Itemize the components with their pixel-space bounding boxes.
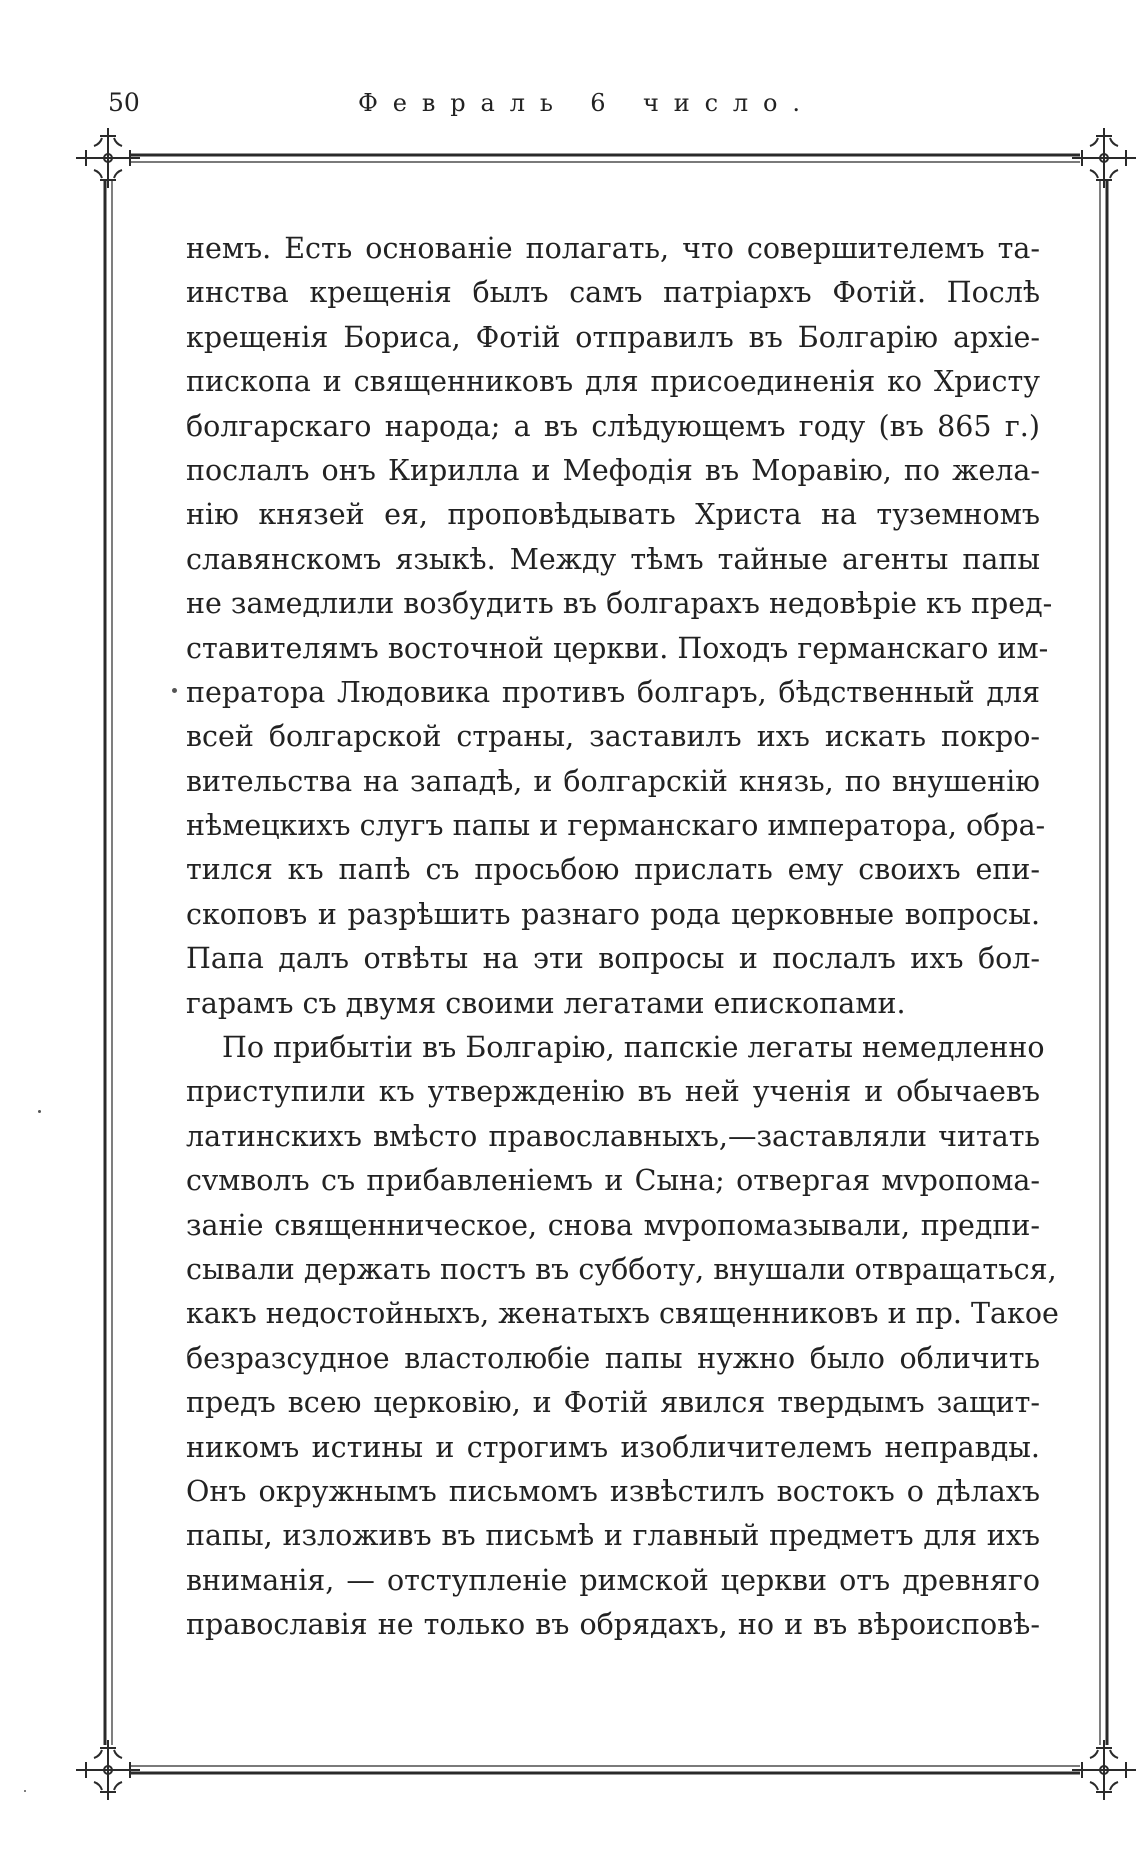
text-line: нѣмецкихъ слугъ папы и германскаго императора, обра-: [186, 809, 1046, 843]
text-line: По прибытiи въ Болгарiю, папскiе легаты немедленно: [222, 1031, 1045, 1065]
text-line: вниманiя, — отступленiе римской церкви отъ древняго: [186, 1563, 1040, 1597]
text-line: не замедлили возбудить въ болгарахъ недовѣрiе къ пред-: [186, 587, 1053, 621]
body-text: [186, 227, 1059, 1648]
text-line: какъ недостойныхъ, женатыхъ священниковъ и пр. Такое: [186, 1297, 1059, 1331]
text-line: скоповъ и разрѣшить разнаго рода церковные вопросы.: [186, 897, 1040, 931]
cross-flourish-icon: [76, 128, 140, 188]
text-line: болгарскаго народа; а въ слѣдующемъ году (въ 865 г.): [186, 409, 1040, 443]
cross-flourish-icon: [1072, 128, 1136, 188]
cross-flourish-icon: [76, 1740, 140, 1800]
page-number: 50: [108, 88, 140, 117]
text-line: славянскомъ языкѣ. Между тѣмъ тайные агенты папы: [186, 542, 1040, 576]
text-line: латинскихъ вмѣсто православныхъ,—заставляли читать: [186, 1119, 1040, 1153]
text-line: занiе священническое, снова мvропомазывали, предпи-: [186, 1208, 1040, 1242]
text-line: немъ. Есть основанiе полагать, что совершителемъ та-: [186, 232, 1040, 265]
text-line: сывали держать постъ въ субботу, внушали отвращаться,: [186, 1252, 1057, 1286]
text-line: гарамъ съ двумя своими легатами епископами.: [186, 986, 906, 1020]
paragraph-1: [186, 227, 1053, 1026]
text-line: безразсудное властолюбiе папы нужно было обличить: [186, 1341, 1040, 1375]
text-line: никомъ истины и строгимъ изобличителемъ неправды.: [186, 1430, 1040, 1464]
text-line: пископа и священниковъ для присоединенiя ко Христу: [186, 365, 1040, 399]
scan-speck: [38, 1110, 41, 1113]
text-line: папы, изложивъ въ письмѣ и главный предметъ для ихъ: [186, 1519, 1040, 1553]
text-line: предъ всею церковiю, и Фотiй явился твердымъ защит-: [186, 1386, 1040, 1420]
text-line: православiя не только въ обрядахъ, но и въ вѣроисповѣ-: [186, 1608, 1040, 1642]
text-line: всей болгарской страны, заставилъ ихъ искать покро-: [186, 720, 1040, 754]
text-line: сvмволъ съ прибавленiемъ и Сына; отвергая мvропома-: [186, 1164, 1040, 1198]
text-line: вительства на западѣ, и болгарскiй князь, по внушенiю: [186, 764, 1040, 798]
running-title: Февраль 6 число.: [358, 89, 815, 117]
cross-flourish-icon: [1072, 1740, 1136, 1800]
text-line: Папа далъ отвѣты на эти вопросы и послалъ ихъ бол-: [186, 942, 1040, 976]
text-line: инства крещенiя былъ самъ патрiархъ Фотiй. Послѣ: [186, 276, 1040, 310]
text-line: приступили къ утвержденiю въ ней ученiя и обычаевъ: [186, 1075, 1040, 1109]
text-line: ператора Людовика противъ болгаръ, бѣдственный для: [186, 675, 1040, 709]
paragraph-2: [186, 1026, 1059, 1647]
text-line: нiю князей ея, проповѣдывать Христа на туземномъ: [186, 498, 1040, 532]
text-line: послалъ онъ Кирилла и Мефодiя въ Моравiю, по жела-: [186, 453, 1040, 487]
scan-speck: [172, 688, 177, 693]
text-line: ставителямъ восточной церкви. Походъ германскаго им-: [186, 631, 1049, 665]
text-line: тился къ папѣ съ просьбою прислать ему своихъ епи-: [186, 853, 1040, 887]
text-line: Онъ окружнымъ письмомъ извѣстилъ востокъ о дѣлахъ: [186, 1474, 1040, 1508]
text-line: крещенiя Бориса, Фотiй отправилъ въ Болгарiю архiе-: [186, 320, 1040, 354]
scan-speck: [24, 1790, 26, 1792]
